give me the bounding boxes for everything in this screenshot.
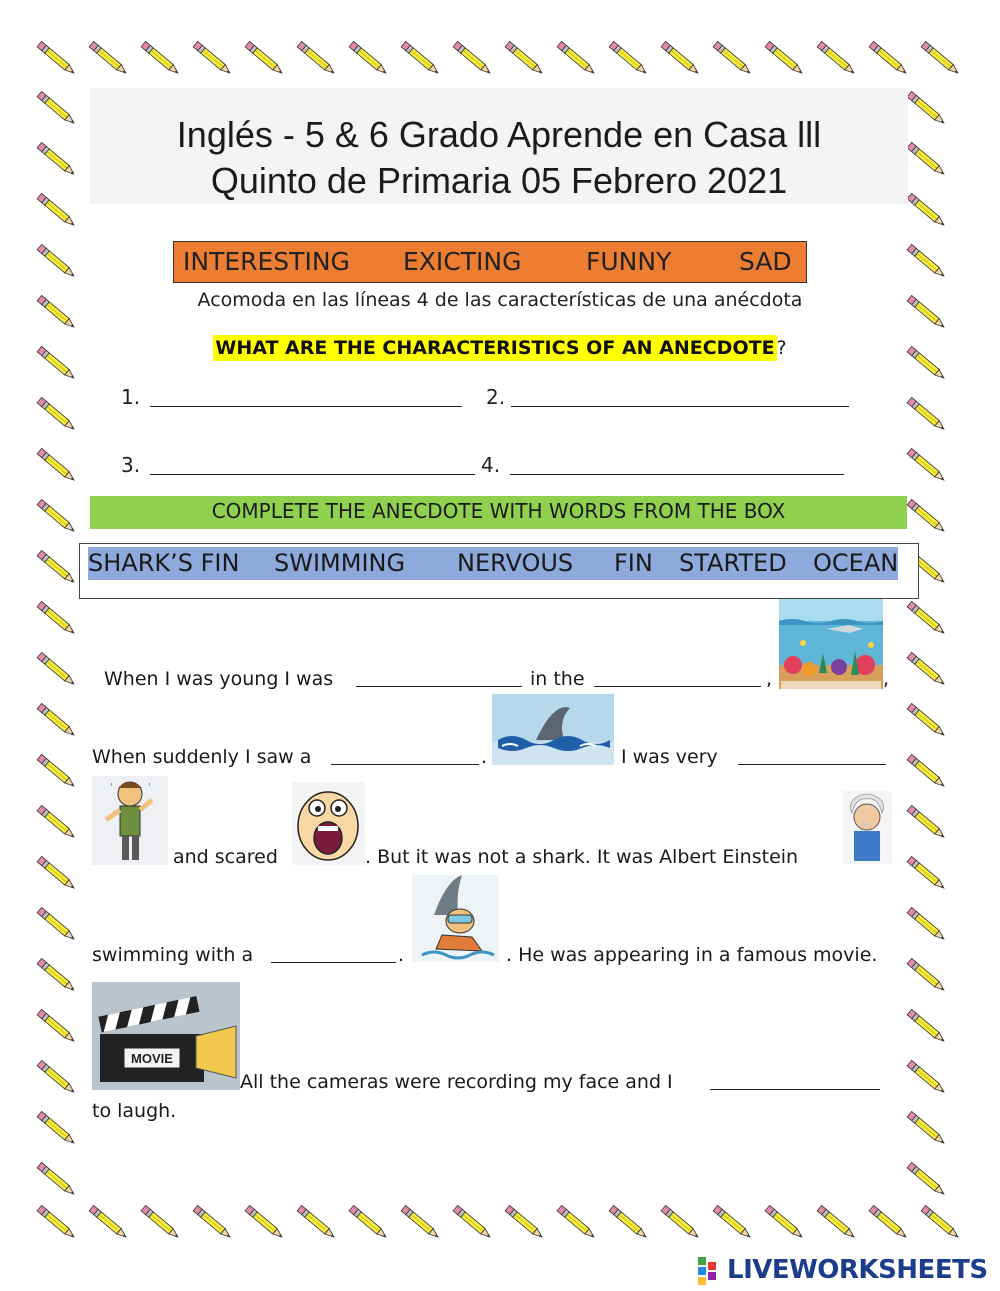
blank-3[interactable] (331, 764, 479, 765)
word-ocean: OCEAN (813, 549, 899, 577)
blank-1[interactable] (356, 686, 522, 687)
pencil-icon (401, 41, 440, 75)
pencil-icon (349, 1205, 388, 1239)
pencil-icon (921, 1205, 960, 1239)
pencil-icon (907, 91, 946, 125)
pencil-icon (453, 41, 492, 75)
pencil-icon (907, 397, 946, 431)
title-line-2: Quinto de Primaria 05 Febrero 2021 (210, 160, 788, 201)
pencil-icon (37, 1009, 76, 1043)
pencil-icon (817, 1205, 856, 1239)
svg-text:': ' (148, 782, 151, 793)
answer-line-2[interactable] (511, 406, 849, 407)
pencil-icon (37, 91, 76, 125)
nervous-man-picture (92, 776, 168, 865)
section-heading: COMPLETE THE ANECDOTE WITH WORDS FROM THE BOX (211, 499, 786, 523)
story-line-4a: swimming with a (92, 944, 254, 966)
pencil-icon (609, 41, 648, 75)
story-line-2a: When suddenly I saw a (92, 746, 312, 768)
title-line-1: Inglés - 5 & 6 Grado Aprende en Casa lll (176, 114, 822, 155)
pencil-icon (765, 1205, 804, 1239)
answer-label-2: 2. (486, 385, 506, 409)
pencil-icon (37, 703, 76, 737)
answer-line-3[interactable] (150, 474, 475, 475)
question-text: WHAT ARE THE CHARACTERISTICS OF AN ANECDOTE (215, 337, 775, 359)
liveworksheets-logo-text: LIVEWORKSHEETS (727, 1255, 988, 1285)
pencil-icon (37, 448, 76, 482)
pencil-icon (245, 41, 284, 75)
pencil-icon (907, 448, 946, 482)
pencil-icon (37, 1205, 76, 1239)
question (0, 335, 1000, 361)
clapper-label: MOVIE (131, 1051, 173, 1066)
pencil-icon (141, 41, 180, 75)
pencil-icon (869, 41, 908, 75)
pencil-icon (817, 41, 856, 75)
pencil-icon (37, 244, 76, 278)
word-swimming: SWIMMING (274, 549, 406, 577)
word-fin: FIN (614, 549, 653, 577)
pencil-icon (37, 550, 76, 584)
story-line-1a: When I was young I was (104, 668, 334, 690)
pencil-icon (37, 601, 76, 635)
pencil-icon (37, 499, 76, 533)
einstein-picture (842, 791, 892, 864)
pencil-icon (907, 499, 946, 533)
pencil-icon (297, 1205, 336, 1239)
pencil-icon (713, 1205, 752, 1239)
pencil-icon (37, 142, 76, 176)
pencil-icon (907, 1111, 946, 1145)
scared-face-picture (292, 782, 365, 865)
swimmer-with-fin-picture (412, 875, 499, 962)
word-box-story (88, 547, 898, 580)
pencil-icon (661, 1205, 700, 1239)
pencil-icon (193, 41, 232, 75)
story-line-5a: All the cameras were recording my face and I (240, 1071, 673, 1093)
word-exicting: EXICTING (403, 247, 522, 276)
story-line-2b: . (481, 746, 488, 768)
pencil-icon (401, 1205, 440, 1239)
pencil-icon (907, 754, 946, 788)
answer-line-4[interactable] (510, 474, 844, 475)
svg-text:': ' (110, 782, 113, 793)
blank-2[interactable] (594, 686, 761, 687)
blank-6[interactable] (710, 1089, 880, 1090)
pencil-icon (37, 652, 76, 686)
blank-5[interactable] (271, 962, 396, 963)
movie-clapper-picture (92, 982, 240, 1090)
pencil-icon (37, 805, 76, 839)
story-line-4b: . (398, 944, 405, 966)
pencil-icon (297, 41, 336, 75)
blank-4[interactable] (738, 764, 886, 765)
pencil-icon (505, 1205, 544, 1239)
pencil-icon (245, 1205, 284, 1239)
story-line-4c: . He was appearing in a famous movie. (506, 944, 878, 966)
pencil-icon (907, 856, 946, 890)
word-started: STARTED (679, 549, 787, 577)
ocean-picture (779, 599, 883, 689)
pencil-icon (907, 1060, 946, 1094)
pencil-icon (907, 142, 946, 176)
word-box-adjectives (173, 241, 807, 283)
question-mark: ? (776, 337, 787, 359)
pencil-icon (37, 1060, 76, 1094)
pencil-icon (907, 193, 946, 227)
answer-label-4: 4. (481, 453, 501, 477)
title-box (90, 88, 908, 204)
pencil-icon (907, 601, 946, 635)
answer-label-3: 3. (121, 453, 141, 477)
pencil-icon (37, 958, 76, 992)
instruction-text: Acomoda en las líneas 4 de las características de una anécdota (197, 289, 803, 311)
story-line-1b: in the (530, 668, 585, 690)
pencil-icon (37, 754, 76, 788)
pencil-icon (37, 193, 76, 227)
pencil-icon (921, 41, 960, 75)
story-line-6a: to laugh. (92, 1100, 177, 1122)
pencil-icon (713, 41, 752, 75)
pencil-icon (505, 41, 544, 75)
pencil-icon (907, 244, 946, 278)
liveworksheets-logo-icon (697, 1256, 725, 1286)
word-sad: SAD (739, 247, 792, 276)
pencil-icon (37, 397, 76, 431)
pencil-icon (89, 1205, 128, 1239)
pencil-icon (37, 1162, 76, 1196)
pencil-icon (37, 1111, 76, 1145)
story-line-3b: . But it was not a shark. It was Albert Einstein (365, 846, 799, 868)
pencil-icon (349, 41, 388, 75)
pencil-icon (907, 958, 946, 992)
pencil-icon (557, 1205, 596, 1239)
pencil-icon (37, 856, 76, 890)
pencil-icon (907, 1009, 946, 1043)
word-interesting: INTERESTING (183, 247, 350, 276)
pencil-icon (765, 41, 804, 75)
word-sharks-fin: SHARK’S FIN (88, 549, 240, 577)
story-line-1d: , (883, 668, 890, 690)
word-funny: FUNNY (586, 247, 672, 276)
pencil-icon (37, 907, 76, 941)
pencil-icon (907, 805, 946, 839)
pencil-icon (869, 1205, 908, 1239)
pencil-icon (907, 652, 946, 686)
pencil-icon (557, 41, 596, 75)
story-line-3a: and scared (173, 846, 278, 868)
pencil-icon (907, 1162, 946, 1196)
pencil-icon (609, 1205, 648, 1239)
pencil-icon (453, 1205, 492, 1239)
word-nervous: NERVOUS (457, 549, 574, 577)
pencil-icon (141, 1205, 180, 1239)
pencil-icon (907, 703, 946, 737)
story-line-1c: , (766, 668, 773, 690)
story-line-2c: I was very (621, 746, 718, 768)
pencil-icon (907, 907, 946, 941)
pencil-icon (661, 41, 700, 75)
answer-line-1[interactable] (150, 406, 462, 407)
shark-fin-picture (492, 694, 614, 765)
pencil-icon (193, 1205, 232, 1239)
pencil-icon (89, 41, 128, 75)
answer-label-1: 1. (121, 385, 141, 409)
section-heading-band (90, 496, 907, 529)
pencil-icon (37, 41, 76, 75)
